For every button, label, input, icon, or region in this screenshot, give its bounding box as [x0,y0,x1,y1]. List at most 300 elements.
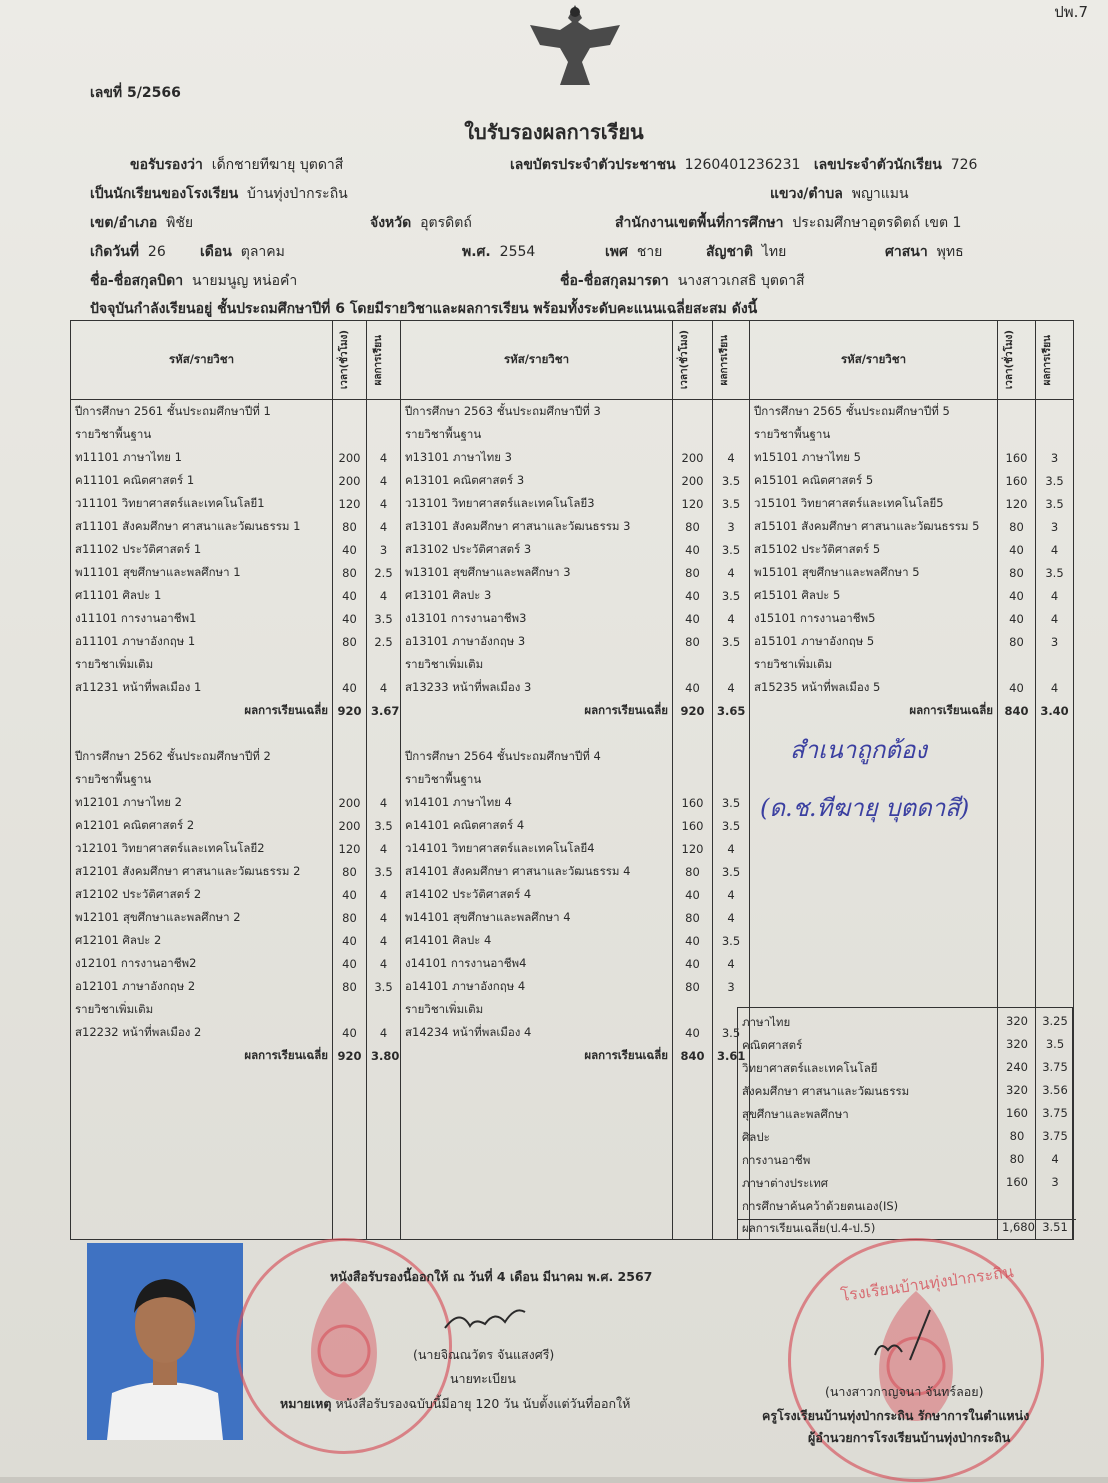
hours-cell: 80 [673,906,713,929]
table-row [71,860,1074,883]
subject-cell: ศ14101 ศิลปะ 4 [401,929,673,952]
table-row [71,607,1074,630]
header-grade: ผลการเรียน [719,334,730,386]
hours-cell: 40 [673,952,713,975]
table-row [71,400,1074,424]
grade-cell: 2.5 [367,561,401,584]
summary-hours: 240 [1006,1060,1028,1074]
father-name: นายมนูญ หน่อคำ [191,273,298,289]
subject-cell: ผลการเรียนเฉลี่ย [401,699,673,722]
subject-cell: ค13101 คณิตศาสตร์ 3 [401,469,673,492]
hours-cell [998,400,1036,424]
grade-cell [713,653,750,676]
nationality: ไทย [761,244,787,260]
subject-cell: ค12101 คณิตศาสตร์ 2 [71,814,333,837]
subject-cell: ส15235 หน้าที่พลเมือง 5 [750,676,998,699]
hours-cell [998,814,1036,837]
grade-cell: 3.5 [1036,492,1074,515]
grade-cell: 4 [367,952,401,975]
hours-cell: 80 [673,860,713,883]
hours-cell: 40 [333,584,367,607]
subject-cell: ผลการเรียนเฉลี่ย [71,699,333,722]
mother-label: ชื่อ-ชื่อสกุลมารดา [560,273,669,289]
sex: ชาย [636,244,663,260]
school-name: บ้านทุ่งป่ากระถิน [247,186,348,202]
hours-cell: 120 [333,492,367,515]
subject-cell: อ15101 ภาษาอังกฤษ 5 [750,630,998,653]
hours-cell: 200 [333,469,367,492]
hours-cell [998,423,1036,446]
hours-cell: 200 [333,791,367,814]
table-row [71,630,1074,653]
id-card-label: เลขบัตรประจำตัวประชาชน [510,157,676,173]
subject-cell: ปีการศึกษา 2563 ชั้นประถมศึกษาปีที่ 3 [401,400,673,424]
certificate-title: ใบรับรองผลการเรียน [464,120,644,144]
summary-grade: 3.75 [1042,1106,1068,1120]
summary-subject: ภาษาต่างประเทศ [742,1176,829,1190]
subject-cell: พ15101 สุขศึกษาและพลศึกษา 5 [750,561,998,584]
subject-cell [750,837,998,860]
grade-cell [713,768,750,791]
grade-cell: 4 [713,952,750,975]
hours-cell: 920 [333,699,367,722]
subject-cell: ง14101 การงานอาชีพ4 [401,952,673,975]
grade-cell: 3.5 [1036,561,1074,584]
certify-label: ขอรับรองว่า [130,157,203,173]
table-row [71,561,1074,584]
subject-cell: รายวิชาเพิ่มเติม [401,653,673,676]
subject-cell: รายวิชาพื้นฐาน [71,768,333,791]
subject-cell: รายวิชาพื้นฐาน [401,423,673,446]
grade-cell: 4 [1036,584,1074,607]
subject-cell: ศ15101 ศิลปะ 5 [750,584,998,607]
summary-row [742,1060,1070,1078]
subject-cell: ส14102 ประวัติศาสตร์ 4 [401,883,673,906]
hours-cell [333,722,367,745]
hours-cell [333,653,367,676]
registrar-name: (นายจิณณวัตร จันแสงศรี) [413,1347,555,1362]
grade-cell: 3 [713,975,750,998]
grade-cell: 3.80 [367,1044,401,1067]
grade-cell [1036,423,1074,446]
header-grade: ผลการเรียน [373,334,384,386]
hours-cell [673,653,713,676]
table-row [71,469,1074,492]
subject-cell: ศ11101 ศิลปะ 1 [71,584,333,607]
birth-day-label: เกิดวันที่ [90,244,140,260]
summary-grade: 4 [1051,1152,1059,1166]
subject-cell [750,906,998,929]
hours-cell: 80 [333,630,367,653]
grade-cell: 3.5 [713,630,750,653]
grade-cell: 4 [713,446,750,469]
hours-cell [333,423,367,446]
hours-cell [673,423,713,446]
grade-cell: 3.5 [713,791,750,814]
subject-cell: ส11231 หน้าที่พลเมือง 1 [71,676,333,699]
subject-cell: ส13101 สังคมศึกษา ศาสนาและวัฒนธรรม 3 [401,515,673,538]
grade-cell: 3.5 [713,492,750,515]
student-number: 726 [950,157,978,173]
table-row [71,653,1074,676]
table-row [71,515,1074,538]
garuda-emblem-icon [520,0,630,90]
hours-cell: 40 [333,952,367,975]
birth-month: ตุลาคม [240,244,285,260]
hours-cell [673,768,713,791]
subject-cell [750,929,998,952]
subject-cell: พ13101 สุขศึกษาและพลศึกษา 3 [401,561,673,584]
religion-label: ศาสนา [885,244,928,260]
subject-cell: ง13101 การงานอาชีพ3 [401,607,673,630]
hours-cell [998,791,1036,814]
grade-cell: 4 [367,1021,401,1044]
grade-cell: 4 [367,469,401,492]
hours-cell: 80 [998,515,1036,538]
grade-cell: 3 [367,538,401,561]
summary-hours: 320 [1006,1037,1028,1051]
subdistrict-label: แขวง/ตำบล [770,186,843,202]
subject-cell: รายวิชาเพิ่มเติม [750,653,998,676]
grade-cell [367,998,401,1021]
intro-text: ปัจจุบันกำลังเรียนอยู่ ชั้นประถมศึกษาปีที่ 6 โดยมีรายวิชาและผลการเรียน พร้อมทั้งระดับคะแนนเฉลี่ยสะสม ดังนี้ [90,301,758,317]
grade-cell: 3 [713,515,750,538]
hours-cell: 40 [998,607,1036,630]
student-photo [87,1243,243,1440]
hours-cell [998,860,1036,883]
grade-cell [1036,975,1074,998]
header-grade: ผลการเรียน [1042,334,1053,386]
summary-row [742,1083,1070,1101]
hours-cell: 120 [673,492,713,515]
subject-cell: ค15101 คณิตศาสตร์ 5 [750,469,998,492]
hours-cell: 40 [673,883,713,906]
subject-cell: รายวิชาพื้นฐาน [401,768,673,791]
grade-cell [1036,860,1074,883]
header-subject: รหัส/รายวิชา [750,321,998,400]
hours-cell [998,906,1036,929]
grade-cell [1036,791,1074,814]
summary-total-label: ผลการเรียนเฉลี่ย(ป.4-ป.5) [742,1221,876,1235]
subject-cell: ง12101 การงานอาชีพ2 [71,952,333,975]
summary-row [742,1129,1070,1147]
grade-cell [1036,814,1074,837]
grade-cell: 4 [713,837,750,860]
hours-cell [333,768,367,791]
birth-year-label: พ.ศ. [462,244,491,260]
summary-row [742,1175,1070,1193]
hours-cell: 40 [333,538,367,561]
subject-cell: พ14101 สุขศึกษาและพลศึกษา 4 [401,906,673,929]
table-row [71,446,1074,469]
school-label: เป็นนักเรียนของโรงเรียน [90,186,239,202]
hours-cell: 80 [673,630,713,653]
summary-row [742,1014,1070,1032]
grade-cell [713,722,750,745]
grade-cell: 4 [367,791,401,814]
grade-cell: 3.5 [713,1021,750,1044]
header-subject: รหัส/รายวิชา [401,321,673,400]
issued-date: หนังสือรับรองนี้ออกให้ ณ วันที่ 4 เดือน มีนาคม พ.ศ. 2567 [330,1269,653,1284]
grade-cell: 4 [367,584,401,607]
grade-cell: 4 [367,883,401,906]
subject-cell: ส12102 ประวัติศาสตร์ 2 [71,883,333,906]
subject-cell: ส12232 หน้าที่พลเมือง 2 [71,1021,333,1044]
summary-box [737,1007,1073,1240]
hours-cell: 40 [673,607,713,630]
subject-cell [750,975,998,998]
summary-total-row [738,1219,1076,1238]
grade-cell: 3.5 [713,538,750,561]
summary-hours: 160 [1006,1106,1028,1120]
header-subject: รหัส/รายวิชา [71,321,333,400]
hours-cell [673,722,713,745]
grade-cell: 4 [713,883,750,906]
summary-grade: 3.25 [1042,1014,1068,1028]
subject-cell: รายวิชาพื้นฐาน [71,423,333,446]
hours-cell [673,400,713,424]
subject-cell: ส13102 ประวัติศาสตร์ 3 [401,538,673,561]
grade-cell [713,745,750,768]
grade-cell [1036,400,1074,424]
subject-cell [750,860,998,883]
hours-cell: 40 [998,584,1036,607]
summary-grade: 3 [1051,1175,1059,1189]
grade-cell: 4 [1036,676,1074,699]
summary-subject: ศิลปะ [742,1130,770,1144]
grade-cell: 3.40 [1036,699,1074,722]
hours-cell: 40 [673,1021,713,1044]
grade-cell [1036,722,1074,745]
hours-cell: 120 [998,492,1036,515]
education-area: ประถมศึกษาอุตรดิตถ์ เขต 1 [792,215,962,231]
grade-cell: 3.5 [713,929,750,952]
grade-cell: 3.5 [713,814,750,837]
hours-cell [998,837,1036,860]
hours-cell: 200 [673,469,713,492]
hours-cell: 80 [333,860,367,883]
subject-cell: ท11101 ภาษาไทย 1 [71,446,333,469]
grade-cell: 3.5 [713,860,750,883]
summary-row [742,1198,1070,1216]
hours-cell: 40 [673,676,713,699]
subject-cell: ว11101 วิทยาศาสตร์และเทคโนโลยี1 [71,492,333,515]
table-row [71,699,1074,722]
grade-cell [1036,837,1074,860]
table-row [71,538,1074,561]
hours-cell: 160 [673,791,713,814]
header-hours: เวลา(ชั่วโมง) [339,330,350,390]
subject-cell: รายวิชาพื้นฐาน [750,423,998,446]
subject-cell: อ12101 ภาษาอังกฤษ 2 [71,975,333,998]
hours-cell [998,722,1036,745]
birth-year: 2554 [499,244,536,260]
grade-cell: 3.67 [367,699,401,722]
hours-cell: 80 [998,561,1036,584]
grade-cell: 2.5 [367,630,401,653]
subject-cell: ท15101 ภาษาไทย 5 [750,446,998,469]
father-label: ชื่อ-ชื่อสกุลบิดา [90,273,184,289]
mother-name: นางสาวเกสธิ บุตดาสี [677,273,805,289]
form-code: ปพ.7 [1054,3,1088,21]
hours-cell: 840 [673,1044,713,1067]
summary-total-hours: 1,680 [1002,1220,1035,1234]
summary-hours: 160 [1006,1175,1028,1189]
subject-cell: ง15101 การงานอาชีพ5 [750,607,998,630]
hours-cell: 120 [333,837,367,860]
grade-cell: 3.65 [713,699,750,722]
hours-cell [998,952,1036,975]
student-name: เด็กชายทีฆายุ บุตดาสี [211,157,344,173]
subject-cell: ว12101 วิทยาศาสตร์และเทคโนโลยี2 [71,837,333,860]
subject-cell: ส12101 สังคมศึกษา ศาสนาและวัฒนธรรม 2 [71,860,333,883]
hours-cell: 80 [333,561,367,584]
hours-cell: 840 [998,699,1036,722]
hours-cell: 200 [333,814,367,837]
grade-cell [1036,745,1074,768]
hours-cell [998,883,1036,906]
subject-cell: ท14101 ภาษาไทย 4 [401,791,673,814]
hours-cell: 40 [333,676,367,699]
handwritten-certified-copy: สำเนาถูกต้อง [790,736,927,764]
summary-subject: สุขศึกษาและพลศึกษา [742,1107,849,1121]
summary-hours: 320 [1006,1014,1028,1028]
subject-cell: อ14101 ภาษาอังกฤษ 4 [401,975,673,998]
grade-cell: 3.5 [713,584,750,607]
hours-cell: 40 [673,584,713,607]
summary-row [742,1152,1070,1170]
hours-cell: 40 [673,538,713,561]
grade-cell: 4 [367,492,401,515]
director-position-1: ครูโรงเรียนบ้านทุ่งป่ากระถิน รักษาการในตำแหน่ง [762,1408,1030,1423]
subject-cell: ท12101 ภาษาไทย 2 [71,791,333,814]
birth-month-label: เดือน [200,244,232,260]
subject-cell: ง11101 การงานอาชีพ1 [71,607,333,630]
table-row [71,975,1074,998]
hours-cell: 80 [673,515,713,538]
subject-cell: รายวิชาเพิ่มเติม [71,653,333,676]
grade-cell: 4 [367,906,401,929]
grade-cell [367,400,401,424]
subject-cell: รายวิชาเพิ่มเติม [401,998,673,1021]
subject-cell: ส15101 สังคมศึกษา ศาสนาและวัฒนธรรม 5 [750,515,998,538]
table-row [71,906,1074,929]
registrar-position: นายทะเบียน [450,1371,516,1386]
grade-cell [1036,653,1074,676]
subject-cell: ส14234 หน้าที่พลเมือง 4 [401,1021,673,1044]
grade-cell [713,423,750,446]
hours-cell: 80 [333,906,367,929]
subject-cell: ส11102 ประวัติศาสตร์ 1 [71,538,333,561]
hours-cell: 80 [333,975,367,998]
subject-cell: ปีการศึกษา 2561 ชั้นประถมศึกษาปีที่ 1 [71,400,333,424]
grade-cell: 3.61 [713,1044,750,1067]
hours-cell: 200 [333,446,367,469]
grade-cell: 3 [1036,630,1074,653]
grade-cell: 4 [367,446,401,469]
hours-cell [998,768,1036,791]
hours-cell: 200 [673,446,713,469]
summary-row [742,1106,1070,1124]
hours-cell: 80 [333,515,367,538]
subject-cell: ปีการศึกษา 2562 ชั้นประถมศึกษาปีที่ 2 [71,745,333,768]
subject-cell: ผลการเรียนเฉลี่ย [71,1044,333,1067]
header-hours: เวลา(ชั่วโมง) [1004,330,1015,390]
student-no-label: เลขประจำตัวนักเรียน [813,157,942,173]
document-number: เลขที่ 5/2566 [90,85,181,101]
grade-cell [1036,929,1074,952]
province-label: จังหวัด [370,215,412,231]
grade-cell: 3.5 [367,860,401,883]
hours-cell [998,653,1036,676]
grade-cell [1036,883,1074,906]
grade-cell [367,423,401,446]
subject-cell: ส13233 หน้าที่พลเมือง 3 [401,676,673,699]
hours-cell [333,400,367,424]
subject-cell: รายวิชาเพิ่มเติม [71,998,333,1021]
summary-subject: วิทยาศาสตร์และเทคโนโลยี [742,1061,878,1075]
summary-hours: 80 [1009,1129,1025,1143]
subject-cell: ศ13101 ศิลปะ 3 [401,584,673,607]
nationality-label: สัญชาติ [706,244,753,260]
summary-hours: 80 [1009,1152,1025,1166]
hours-cell: 40 [998,676,1036,699]
table-row [71,929,1074,952]
registrar-signature-icon [440,1298,530,1338]
hours-cell [673,745,713,768]
hours-cell: 920 [673,699,713,722]
hours-cell: 40 [333,1021,367,1044]
id-card-number: 1260401236231 [684,157,801,173]
grade-cell: 4 [1036,538,1074,561]
grade-cell: 4 [1036,607,1074,630]
hours-cell: 80 [673,561,713,584]
director-name: (นางสาวกาญจนา จันทร์ลอย) [825,1384,984,1399]
table-row [71,883,1074,906]
subject-cell: ผลการเรียนเฉลี่ย [750,699,998,722]
hours-cell [333,745,367,768]
summary-subject: สังคมศึกษา ศาสนาและวัฒนธรรม [742,1084,910,1098]
table-row [71,584,1074,607]
hours-cell: 40 [333,607,367,630]
hours-cell: 920 [333,1044,367,1067]
handwritten-student-name: (ด.ช.ทีฆายุ บุตดาสี) [760,794,970,822]
grade-cell: 4 [713,676,750,699]
grade-cell [1036,768,1074,791]
subject-cell: อ13101 ภาษาอังกฤษ 3 [401,630,673,653]
subject-cell: อ11101 ภาษาอังกฤษ 1 [71,630,333,653]
religion: พุทธ [936,244,964,260]
grade-cell [1036,952,1074,975]
summary-row [742,1037,1070,1055]
area-label: สำนักงานเขตพื้นที่การศึกษา [615,215,784,231]
grade-cell [367,745,401,768]
birth-day: 26 [147,244,166,260]
subject-cell: ค11101 คณิตศาสตร์ 1 [71,469,333,492]
subject-cell: ส11101 สังคมศึกษา ศาสนาและวัฒนธรรม 1 [71,515,333,538]
note-text: หนังสือรับรองฉบับนี้มีอายุ 120 วัน นับตั้งแต่วันที่ออกให้ [335,1396,631,1411]
table-row [71,837,1074,860]
grade-cell [367,768,401,791]
subject-cell: ท13101 ภาษาไทย 3 [401,446,673,469]
hours-cell: 160 [673,814,713,837]
grade-cell: 3.5 [1036,469,1074,492]
subdistrict: พญาแมน [851,186,909,202]
stamp-text: โรงเรียนบ้านทุ่งป่ากระถิน [839,1261,1015,1306]
hours-cell [998,975,1036,998]
hours-cell [333,998,367,1021]
subject-cell: ศ12101 ศิลปะ 2 [71,929,333,952]
